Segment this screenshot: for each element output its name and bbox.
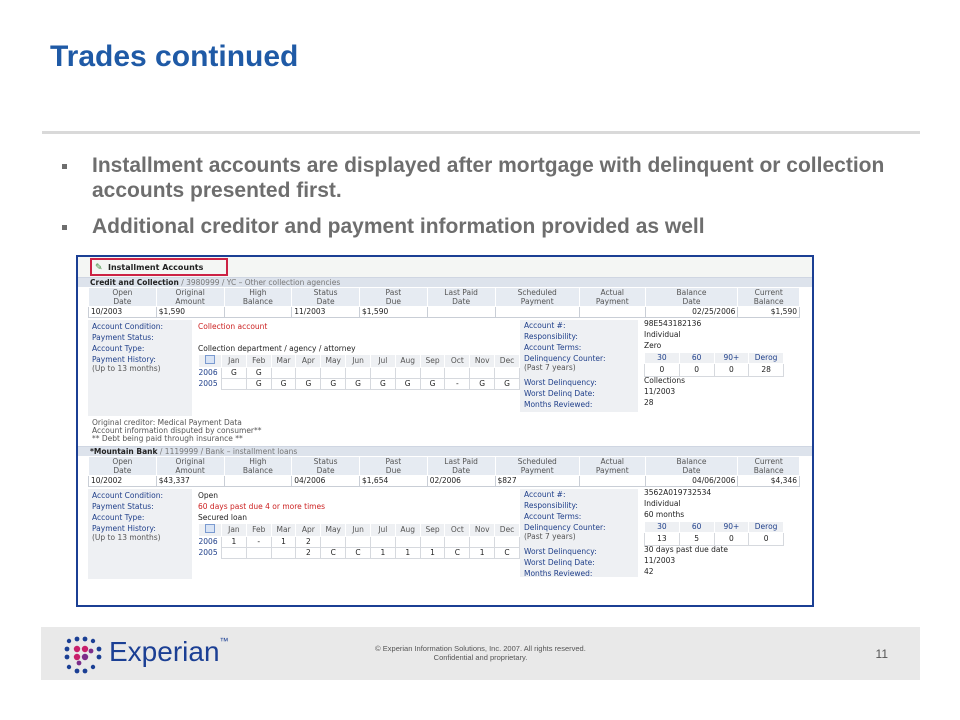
history-status-cell: C — [495, 548, 520, 559]
credit-report-screenshot — [76, 255, 814, 607]
months-reviewed-value: 28 — [644, 398, 654, 407]
counter-header: Derog — [749, 522, 784, 533]
summary-cell: $1,590 — [738, 307, 800, 318]
history-status-cell: G — [222, 368, 247, 379]
summary-cell: $4,346 — [738, 476, 800, 487]
installment-header-highlight — [90, 258, 228, 276]
history-month-header: Aug — [395, 355, 420, 368]
summary-cell: 02/2006 — [427, 476, 495, 487]
summary-cell: $1,654 — [360, 476, 428, 487]
counter-value: 28 — [749, 364, 784, 377]
summary-column-header — [292, 457, 360, 476]
summary-cell — [224, 476, 292, 487]
history-month-header: Oct — [445, 524, 470, 537]
summary-header-row — [89, 457, 800, 476]
column-header-line: Date — [316, 466, 335, 475]
history-month-header: Jul — [370, 355, 395, 368]
account-terms-value: Zero — [644, 341, 662, 350]
history-month-row — [199, 524, 520, 537]
counter-header: 90+ — [714, 353, 749, 364]
history-status-cell: 2 — [296, 537, 321, 548]
detail-label-months-reviewed: Months Reviewed: — [524, 569, 593, 578]
confidential-line: Confidential and proprietary. — [433, 653, 528, 662]
accounts-list — [78, 277, 812, 583]
summary-cell: $827 — [495, 476, 579, 487]
payment-history-grid — [198, 523, 520, 559]
history-month-header: Dec — [495, 355, 520, 368]
detail-label-worst-delinq-date: Worst Delinq Date: — [524, 558, 595, 567]
summary-cell: 11/2003 — [292, 307, 360, 318]
worst-delinq-date-value: 11/2003 — [644, 556, 676, 565]
history-month-header: Jun — [346, 524, 371, 537]
column-header-line: Date — [316, 297, 335, 306]
counter-value-row — [645, 364, 784, 377]
page-number: 11 — [875, 647, 888, 661]
slide-title: Trades continued — [50, 40, 299, 73]
history-month-header: Nov — [470, 355, 495, 368]
history-status-cell: - — [246, 537, 271, 548]
column-header-line: Balance — [753, 466, 784, 475]
column-header-line: Status — [313, 288, 338, 297]
column-header-line: Original — [175, 457, 205, 466]
bullet-text: Additional creditor and payment information provided as well — [92, 215, 705, 238]
column-header-line: High — [249, 288, 267, 297]
footer-bar — [41, 627, 920, 680]
history-month-header: Nov — [470, 524, 495, 537]
column-header-line: Last Paid — [444, 457, 478, 466]
detail-label-responsibility: Responsibility: — [524, 501, 578, 510]
column-header-line: Balance — [242, 297, 273, 306]
history-status-cell: G — [321, 379, 346, 390]
column-header-line: Open — [112, 457, 133, 466]
detail-label-account-no: Account #: — [524, 490, 566, 499]
summary-column-header — [645, 457, 738, 476]
delinquency-counter-sublabel: (Past 7 years) — [524, 363, 576, 372]
detail-label-worst-delinq-date: Worst Delinq Date: — [524, 389, 595, 398]
creditor-subtitle: / 3980999 / YC – Other collection agencies — [181, 278, 341, 287]
column-header-line: Date — [452, 297, 471, 306]
account-terms-value: 60 months — [644, 510, 685, 519]
detail-label-account-type: Account Type: — [92, 513, 145, 522]
summary-cell: 04/2006 — [292, 476, 360, 487]
payment-status-value: 60 days past due 4 or more times — [198, 502, 325, 511]
history-status-cell: C — [346, 548, 371, 559]
column-header-line: Past — [385, 288, 402, 297]
column-header-line: Date — [682, 297, 701, 306]
counter-value-row — [645, 533, 784, 546]
column-header-line: Date — [113, 297, 132, 306]
copyright-notice — [41, 644, 920, 662]
history-status-cell: 1 — [370, 548, 395, 559]
column-header-line: Due — [385, 466, 401, 475]
history-status-cell: C — [321, 548, 346, 559]
summary-column-header — [738, 457, 800, 476]
history-status-cell — [271, 368, 296, 379]
history-status-cell — [222, 379, 247, 390]
bullet-item — [62, 214, 912, 239]
account-section-header — [78, 446, 812, 456]
creditor-name: Credit and Collection — [90, 278, 179, 287]
summary-column-header — [495, 288, 579, 307]
detail-label-responsibility: Responsibility: — [524, 332, 578, 341]
summary-column-header — [645, 288, 738, 307]
detail-label-payment-history: Payment History: — [92, 524, 156, 533]
worst-delinquency-value: 30 days past due date — [644, 545, 729, 554]
history-month-header: Aug — [395, 524, 420, 537]
summary-column-header — [738, 288, 800, 307]
history-status-cell — [271, 548, 296, 559]
calendar-icon — [205, 355, 215, 364]
history-month-header: Sep — [420, 355, 445, 368]
history-month-header: Jan — [222, 355, 247, 368]
history-status-cell: G — [420, 379, 445, 390]
summary-cell: $1,590 — [156, 307, 224, 318]
history-status-cell: 2 — [296, 548, 321, 559]
history-status-cell — [296, 368, 321, 379]
history-status-cell: 1 — [470, 548, 495, 559]
detail-label-worst-delinquency: Worst Delinquency: — [524, 378, 597, 387]
summary-column-header — [224, 288, 292, 307]
column-header-line: Actual — [600, 288, 625, 297]
history-status-cell — [222, 548, 247, 559]
counter-header: 30 — [645, 353, 680, 364]
detail-label-payment-history: Payment History: — [92, 355, 156, 364]
column-header-line: Payment — [520, 297, 554, 306]
bullet-text: Installment accounts are displayed after mortgage with delinquent or collection accounts presented first. — [92, 154, 885, 202]
history-status-cell: - — [445, 379, 470, 390]
history-status-cell: 1 — [420, 548, 445, 559]
summary-column-header — [292, 288, 360, 307]
responsibility-value: Individual — [644, 499, 681, 508]
history-status-cell — [445, 537, 470, 548]
title-divider — [42, 131, 920, 134]
payment-history-grid — [198, 354, 520, 390]
counter-header-row — [645, 522, 784, 533]
summary-header-row — [89, 288, 800, 307]
summary-cell: $43,337 — [156, 476, 224, 487]
history-month-header: Apr — [296, 524, 321, 537]
column-header-line: Payment — [520, 466, 554, 475]
column-header-line: Payment — [595, 466, 629, 475]
detail-label-delinquency-counter: Delinquency Counter: — [524, 523, 606, 532]
summary-cell — [224, 307, 292, 318]
column-header-line: Last Paid — [444, 288, 478, 297]
account-summary-table — [88, 287, 800, 318]
column-header-line: Balance — [753, 297, 784, 306]
column-header-line: Past — [385, 457, 402, 466]
account-type-value: Collection department / agency / attorney — [198, 344, 356, 353]
column-header-line: Payment — [595, 297, 629, 306]
counter-header: Derog — [749, 353, 784, 364]
column-header-line: Status — [313, 457, 338, 466]
bullet-marker-icon — [62, 164, 67, 169]
summary-cell: 04/06/2006 — [645, 476, 738, 487]
history-month-header: Jan — [222, 524, 247, 537]
column-header-line: Open — [112, 288, 133, 297]
history-year-label: 2005 — [199, 379, 222, 390]
account-type-value: Secured loan — [198, 513, 247, 522]
account-note: Original creditor: Medical Payment Data — [92, 418, 242, 427]
history-year-row — [199, 368, 520, 379]
counter-value: 0 — [679, 364, 714, 377]
history-month-header: Mar — [271, 524, 296, 537]
summary-column-header — [224, 457, 292, 476]
summary-cell — [495, 307, 579, 318]
history-status-cell — [395, 368, 420, 379]
column-header-line: Amount — [175, 466, 205, 475]
worst-delinq-date-value: 11/2003 — [644, 387, 676, 396]
counter-header-row — [645, 353, 784, 364]
summary-column-header — [495, 457, 579, 476]
counter-value: 0 — [714, 533, 749, 546]
history-status-cell — [346, 537, 371, 548]
summary-column-header — [579, 288, 645, 307]
account-summary-table — [88, 456, 800, 487]
detail-label-account-condition: Account Condition: — [92, 491, 163, 500]
counter-value: 13 — [645, 533, 680, 546]
detail-label-worst-delinquency: Worst Delinquency: — [524, 547, 597, 556]
history-status-cell — [370, 537, 395, 548]
history-month-header: Oct — [445, 355, 470, 368]
creditor-subtitle: / 1119999 / Bank – installment loans — [159, 447, 298, 456]
history-month-header: Mar — [271, 355, 296, 368]
history-status-cell — [420, 537, 445, 548]
history-status-cell — [470, 368, 495, 379]
column-header-line: Balance — [676, 457, 707, 466]
history-month-header: Feb — [246, 524, 271, 537]
history-status-cell: 1 — [395, 548, 420, 559]
history-calendar-cell — [199, 524, 222, 537]
detail-label-payment-status: Payment Status: — [92, 333, 154, 342]
account-number-value: 98E543182136 — [644, 319, 702, 328]
column-header-line: Due — [385, 297, 401, 306]
column-header-line: High — [249, 457, 267, 466]
history-status-cell — [321, 537, 346, 548]
counter-value: 0 — [749, 533, 784, 546]
column-header-line: Scheduled — [517, 288, 557, 297]
history-month-header: Dec — [495, 524, 520, 537]
history-status-cell — [445, 368, 470, 379]
history-month-header: Apr — [296, 355, 321, 368]
account-detail — [88, 318, 800, 446]
installment-header-label: Installment Accounts — [108, 263, 204, 272]
summary-column-header — [156, 288, 224, 307]
summary-column-header — [360, 288, 428, 307]
column-header-line: Original — [175, 288, 205, 297]
delinquency-counter-grid — [644, 352, 784, 377]
history-month-header: Jun — [346, 355, 371, 368]
history-status-cell — [321, 368, 346, 379]
history-year-row — [199, 379, 520, 390]
history-status-cell — [346, 368, 371, 379]
history-status-cell — [495, 537, 520, 548]
history-status-cell — [495, 368, 520, 379]
account-detail — [88, 487, 800, 583]
account-condition-value: Open — [198, 491, 219, 500]
counter-header: 60 — [679, 522, 714, 533]
bullet-marker-icon — [62, 225, 67, 230]
summary-column-header — [89, 457, 157, 476]
column-header-line: Scheduled — [517, 457, 557, 466]
bullet-list — [62, 153, 912, 250]
months-reviewed-value: 42 — [644, 567, 654, 576]
copyright-line: © Experian Information Solutions, Inc. 2007. All rights reserved. — [375, 644, 586, 653]
column-header-line: Current — [754, 457, 783, 466]
installment-header — [78, 257, 812, 277]
counter-header: 90+ — [714, 522, 749, 533]
account-number-value: 3562A019732534 — [644, 488, 712, 497]
history-status-cell: G — [370, 379, 395, 390]
summary-cell — [427, 307, 495, 318]
counter-value: 0 — [714, 364, 749, 377]
summary-column-header — [579, 457, 645, 476]
calendar-icon — [205, 524, 215, 533]
history-status-cell: G — [296, 379, 321, 390]
column-header-line: Date — [113, 466, 132, 475]
history-status-cell: G — [246, 368, 271, 379]
summary-cell: 10/2002 — [89, 476, 157, 487]
history-status-cell: 1 — [222, 537, 247, 548]
history-status-cell — [246, 548, 271, 559]
history-year-row — [199, 548, 520, 559]
history-month-header: Feb — [246, 355, 271, 368]
column-header-line: Date — [682, 466, 701, 475]
pencil-icon: ✎ — [95, 263, 103, 273]
counter-value: 0 — [645, 364, 680, 377]
history-month-header: May — [321, 524, 346, 537]
history-year-label: 2006 — [199, 368, 222, 379]
counter-header: 30 — [645, 522, 680, 533]
summary-value-row — [89, 307, 800, 318]
column-header-line: Balance — [242, 466, 273, 475]
bullet-item — [62, 153, 912, 203]
summary-cell — [579, 307, 645, 318]
detail-label-account-condition: Account Condition: — [92, 322, 163, 331]
detail-label-months-reviewed: Months Reviewed: — [524, 400, 593, 409]
summary-column-header — [427, 457, 495, 476]
summary-cell: 10/2003 — [89, 307, 157, 318]
history-status-cell: G — [346, 379, 371, 390]
account-note: Account information disputed by consumer** — [92, 426, 262, 435]
history-month-row — [199, 355, 520, 368]
history-status-cell: G — [271, 379, 296, 390]
worst-delinquency-value: Collections — [644, 376, 686, 385]
history-status-cell: G — [495, 379, 520, 390]
history-year-row — [199, 537, 520, 548]
detail-label-account-terms: Account Terms: — [524, 512, 582, 521]
summary-value-row — [89, 476, 800, 487]
payment-history-sublabel: (Up to 13 months) — [92, 364, 161, 373]
creditor-name: *Mountain Bank — [90, 447, 158, 456]
history-year-label: 2006 — [199, 537, 222, 548]
counter-header: 60 — [679, 353, 714, 364]
responsibility-value: Individual — [644, 330, 681, 339]
history-status-cell — [370, 368, 395, 379]
history-status-cell — [420, 368, 445, 379]
summary-column-header — [89, 288, 157, 307]
history-status-cell — [395, 537, 420, 548]
summary-column-header — [427, 288, 495, 307]
counter-value: 5 — [679, 533, 714, 546]
summary-cell: $1,590 — [360, 307, 428, 318]
summary-column-header — [156, 457, 224, 476]
delinquency-counter-sublabel: (Past 7 years) — [524, 532, 576, 541]
history-status-cell: G — [395, 379, 420, 390]
summary-cell: 02/25/2006 — [645, 307, 738, 318]
detail-label-payment-status: Payment Status: — [92, 502, 154, 511]
payment-history-sublabel: (Up to 13 months) — [92, 533, 161, 542]
detail-label-account-no: Account #: — [524, 321, 566, 330]
history-status-cell: G — [246, 379, 271, 390]
history-year-label: 2005 — [199, 548, 222, 559]
history-month-header: Jul — [370, 524, 395, 537]
delinquency-counter-grid — [644, 521, 784, 546]
history-status-cell — [470, 537, 495, 548]
detail-label-delinquency-counter: Delinquency Counter: — [524, 354, 606, 363]
column-header-line: Date — [452, 466, 471, 475]
column-header-line: Balance — [676, 288, 707, 297]
history-month-header: May — [321, 355, 346, 368]
summary-column-header — [360, 457, 428, 476]
history-month-header: Sep — [420, 524, 445, 537]
column-header-line: Current — [754, 288, 783, 297]
detail-label-account-terms: Account Terms: — [524, 343, 582, 352]
detail-label-account-type: Account Type: — [92, 344, 145, 353]
account-condition-value: Collection account — [198, 322, 268, 331]
account-section-header — [78, 277, 812, 287]
summary-cell — [579, 476, 645, 487]
history-status-cell: G — [470, 379, 495, 390]
history-calendar-cell — [199, 355, 222, 368]
column-header-line: Actual — [600, 457, 625, 466]
account-note: ** Debt being paid through insurance ** — [92, 434, 243, 443]
experian-logo-text: Experian™ — [109, 636, 229, 667]
column-header-line: Amount — [175, 297, 205, 306]
history-status-cell: C — [445, 548, 470, 559]
history-status-cell: 1 — [271, 537, 296, 548]
